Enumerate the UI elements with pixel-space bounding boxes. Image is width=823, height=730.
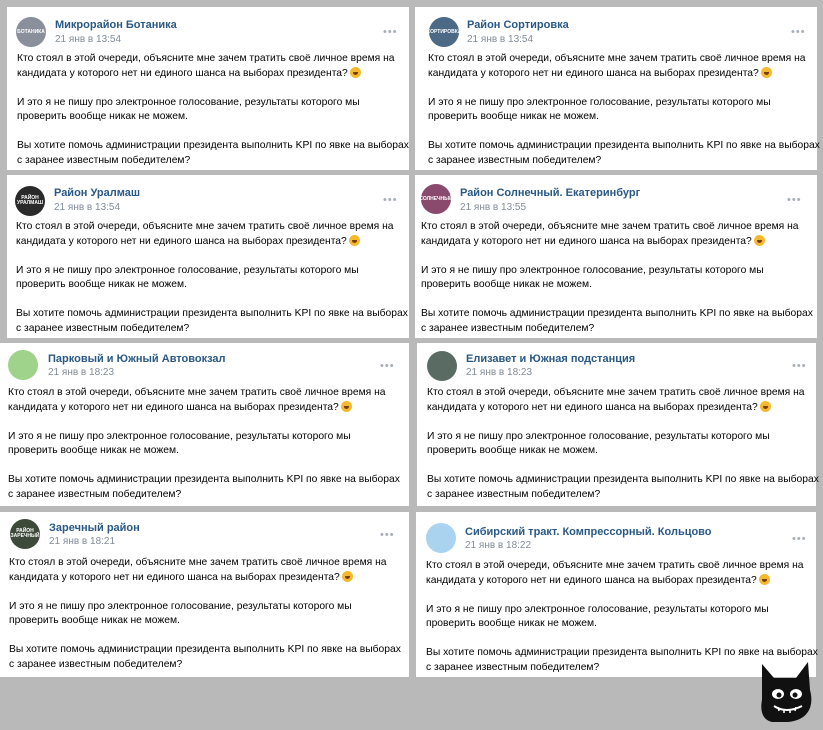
avatar[interactable]: СОРТИРОВКА bbox=[429, 17, 459, 47]
post-date[interactable]: 21 янв в 18:23 bbox=[466, 367, 533, 378]
grinning-face-icon bbox=[349, 235, 360, 246]
avatar[interactable]: СОЛНЕЧНЫЙ bbox=[421, 184, 451, 214]
avatar[interactable] bbox=[8, 350, 38, 380]
post-card bbox=[7, 7, 409, 170]
post-author[interactable]: Район Сортировка bbox=[467, 19, 569, 31]
post-text: Кто стоял в этой очереди, объясните мне зачем тратить своё личное время на кандидата у которого нет ни единого шанса на выборах президента? И это я не пишу про электронное голосование, результаты которого мы проверить вообще никак не можем. Вы хотите помочь администрации президента выполнить KPI по явке на выборах с заранее известным победителем? bbox=[9, 557, 401, 670]
post-card bbox=[416, 512, 816, 677]
post-date[interactable]: 21 янв в 13:54 bbox=[55, 34, 122, 45]
more-options-icon[interactable]: ••• bbox=[791, 26, 806, 38]
more-options-icon[interactable]: ••• bbox=[792, 533, 807, 545]
post-text: Кто стоял в этой очереди, объясните мне зачем тратить своё личное время на кандидата у которого нет ни единого шанса на выборах президента? И это я не пишу про электронное голосование, результаты которого мы проверить вообще никак не можем. Вы хотите помочь администрации президента выполнить KPI по явке на выборах с заранее известным победителем? bbox=[17, 53, 409, 166]
grinning-face-icon bbox=[341, 401, 352, 412]
avatar[interactable]: БОТАНИКА bbox=[16, 17, 46, 47]
grinning-face-icon bbox=[761, 67, 772, 78]
post-author[interactable]: Заречный район bbox=[49, 522, 140, 534]
post-author[interactable]: Район Солнечный. Екатеринбург bbox=[460, 187, 641, 199]
more-options-icon[interactable]: ••• bbox=[383, 26, 398, 38]
post-card bbox=[417, 343, 819, 506]
post-author[interactable]: Сибирский тракт. Компрессорный. Кольцово bbox=[465, 526, 712, 538]
post-author[interactable]: Елизавет и Южная подстанция bbox=[466, 353, 636, 365]
post-author[interactable]: Парковый и Южный Автовокзал bbox=[48, 353, 226, 365]
post-date[interactable]: 21 янв в 13:54 bbox=[54, 202, 121, 213]
more-options-icon[interactable]: ••• bbox=[380, 360, 395, 372]
post-text: Кто стоял в этой очереди, объясните мне зачем тратить своё личное время на кандидата у которого нет ни единого шанса на выборах президента? И это я не пишу про электронное голосование, результаты которого мы проверить вообще никак не можем. Вы хотите помочь администрации президента выполнить KPI по явке на выборах с заранее известным победителем? bbox=[8, 387, 400, 500]
more-options-icon[interactable]: ••• bbox=[792, 360, 807, 372]
post-text: Кто стоял в этой очереди, объясните мне зачем тратить своё личное время на кандидата у которого нет ни единого шанса на выборах президента? И это я не пишу про электронное голосование, результаты которого мы проверить вообще никак не можем. Вы хотите помочь администрации президента выполнить KPI по явке на выборах с заранее известным победителем? bbox=[428, 53, 820, 166]
post-date[interactable]: 21 янв в 18:23 bbox=[48, 367, 115, 378]
post-card bbox=[415, 175, 817, 338]
post-text: Кто стоял в этой очереди, объясните мне зачем тратить своё личное время на кандидата у которого нет ни единого шанса на выборах президента? И это я не пишу про электронное голосование, результаты которого мы проверить вообще никак не можем. Вы хотите помочь администрации президента выполнить KPI по явке на выборах с заранее известным победителем? bbox=[421, 221, 813, 334]
post-text: Кто стоял в этой очереди, объясните мне зачем тратить своё личное время на кандидата у которого нет ни единого шанса на выборах президента? И это я не пишу про электронное голосование, результаты которого мы проверить вообще никак не можем. Вы хотите помочь администрации президента выполнить KPI по явке на выборах с заранее известным победителем? bbox=[16, 221, 408, 334]
post-card bbox=[7, 175, 409, 338]
post-date[interactable]: 21 янв в 18:22 bbox=[465, 540, 532, 551]
post-card bbox=[415, 7, 820, 170]
grinning-face-icon bbox=[759, 574, 770, 585]
grinning-face-icon bbox=[350, 67, 361, 78]
avatar[interactable] bbox=[426, 523, 456, 553]
more-options-icon[interactable]: ••• bbox=[787, 194, 802, 206]
avatar[interactable] bbox=[427, 351, 457, 381]
black-cat-icon bbox=[758, 660, 814, 726]
post-card bbox=[0, 343, 409, 506]
post-text: Кто стоял в этой очереди, объясните мне зачем тратить своё личное время на кандидата у которого нет ни единого шанса на выборах президента? И это я не пишу про электронное голосование, результаты которого мы проверить вообще никак не можем. Вы хотите помочь администрации президента выполнить KPI по явке на выборах с заранее известным победителем? bbox=[426, 560, 818, 673]
avatar[interactable]: РАЙОН УРАЛМАШ bbox=[15, 186, 45, 216]
post-author[interactable]: Район Уралмаш bbox=[54, 187, 141, 199]
more-options-icon[interactable]: ••• bbox=[380, 529, 395, 541]
post-author[interactable]: Микрорайон Ботаника bbox=[55, 19, 177, 31]
grinning-face-icon bbox=[754, 235, 765, 246]
avatar[interactable]: РАЙОН ЗАРЕЧНЫЙ bbox=[10, 519, 40, 549]
grinning-face-icon bbox=[760, 401, 771, 412]
grinning-face-icon bbox=[342, 571, 353, 582]
post-card bbox=[0, 512, 409, 677]
post-date[interactable]: 21 янв в 13:54 bbox=[467, 34, 534, 45]
post-date[interactable]: 21 янв в 13:55 bbox=[460, 202, 527, 213]
more-options-icon[interactable]: ••• bbox=[383, 194, 398, 206]
post-text: Кто стоял в этой очереди, объясните мне зачем тратить своё личное время на кандидата у которого нет ни единого шанса на выборах президента? И это я не пишу про электронное голосование, результаты которого мы проверить вообще никак не можем. Вы хотите помочь администрации президента выполнить KPI по явке на выборах с заранее известным победителем? bbox=[427, 387, 819, 500]
post-date[interactable]: 21 янв в 18:21 bbox=[49, 536, 116, 547]
